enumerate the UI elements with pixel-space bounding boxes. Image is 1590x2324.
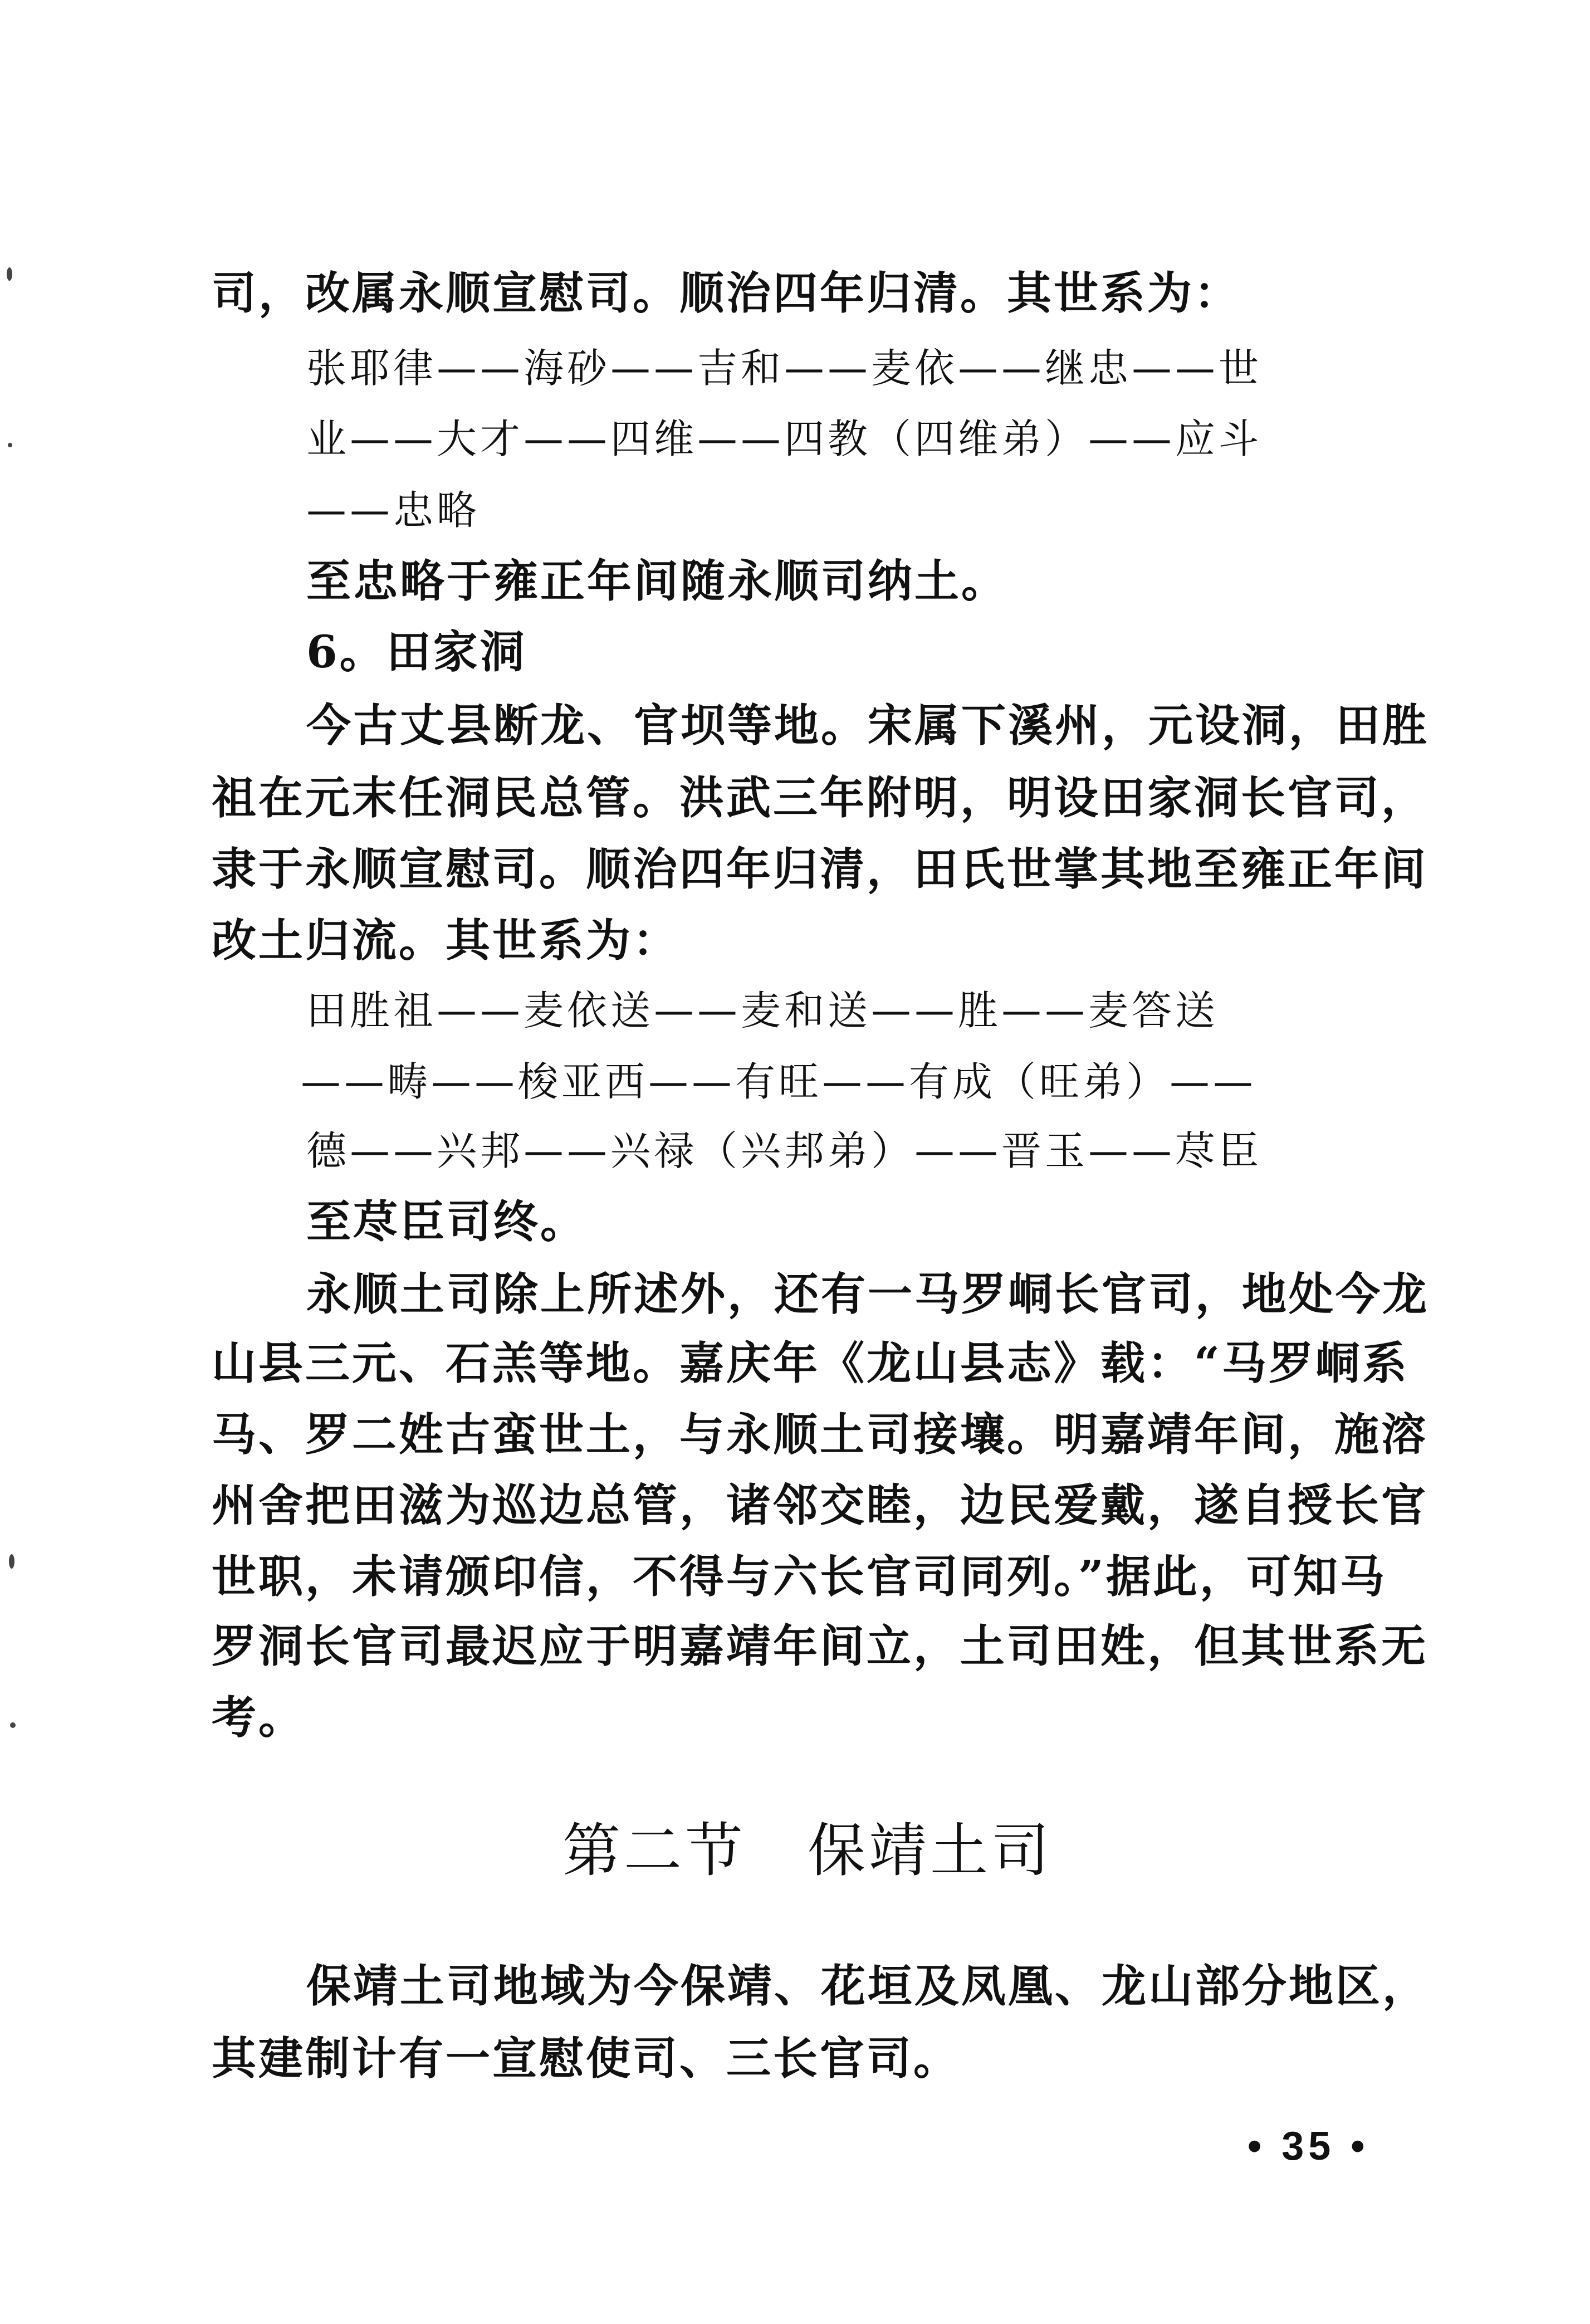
- text-line: 司，改属永顺宣慰司。顺治四年归清。其世系为：: [212, 267, 1241, 319]
- text-line: 改土归流。其世系为：: [212, 914, 679, 966]
- section-title: 第二节 保靖土司: [562, 1817, 1053, 1884]
- text-line: 永顺土司除上所述外，还有一马罗峒长官司，地处今龙: [306, 1268, 1429, 1320]
- genealogy-line: ——忠略: [306, 487, 481, 534]
- text-line: 祖在元末任洞民总管。洪武三年附明，明设田家洞长官司，: [212, 772, 1428, 824]
- text-line: 山县三元、石羔等地。嘉庆年《龙山县志》载：“马罗峒系: [212, 1337, 1410, 1389]
- text-line: 保靖土司地域为今保靖、花垣及凤凰、龙山部分地区，: [306, 1960, 1429, 2012]
- genealogy-line: 田胜祖——麦依送——麦和送——胜——麦答送: [306, 987, 1219, 1034]
- scan-speck: [10, 1722, 16, 1728]
- text-line: 世职，未请颁印信，不得与六长官司同列。”据此，可知马: [212, 1550, 1387, 1603]
- text-line: 州舍把田滋为巡边总管，诸邻交睦，边民爱戴，遂自授长官: [212, 1479, 1428, 1531]
- genealogy-line: 业——大才——四维——四教（四维弟）——应斗: [306, 416, 1263, 462]
- text-line: 隶于永顺宣慰司。顺治四年归清，田氏世掌其地至雍正年间: [212, 843, 1428, 895]
- subsection-heading: 6。田家洞: [306, 626, 527, 678]
- text-line: 今古丈县断龙、官坝等地。宋属下溪州，元设洞，田胜: [306, 699, 1429, 751]
- text-line: 至忠略于雍正年间随永顺司纳土。: [306, 555, 1008, 607]
- genealogy-line: ——畴——梭亚西——有旺——有成（旺弟）——: [301, 1058, 1257, 1105]
- scan-speck: [7, 267, 12, 281]
- text-line: 其建制计有一宣慰使司、三长官司。: [212, 2032, 960, 2084]
- text-line: 马、罗二姓古蛮世土，与永顺土司接壤。明嘉靖年间，施溶: [212, 1408, 1428, 1461]
- text-line: 罗洞长官司最迟应于明嘉靖年间立，土司田姓，但其世系无: [212, 1620, 1428, 1672]
- scan-speck: [9, 1554, 14, 1569]
- genealogy-line: 德——兴邦——兴禄（兴邦弟）——晋玉——荩臣: [306, 1127, 1263, 1174]
- text-line: 考。: [212, 1691, 305, 1744]
- scan-speck: [8, 443, 12, 447]
- genealogy-line: 张耶律——海砂——吉和——麦依——继忠——世: [306, 345, 1263, 392]
- page-number: • 35 •: [1247, 2124, 1369, 2169]
- text-line: 至荩臣司终。: [306, 1195, 587, 1248]
